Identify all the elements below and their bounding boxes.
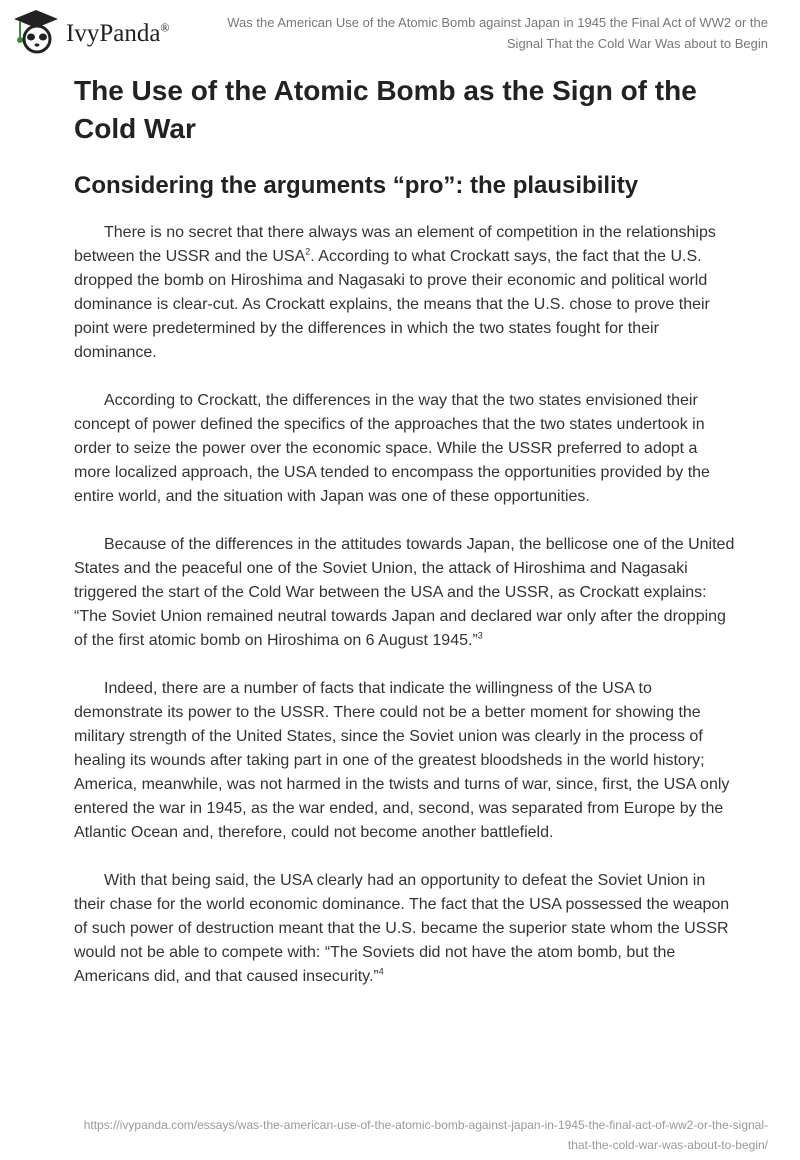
page-header xyxy=(0,0,800,60)
paragraph xyxy=(74,533,738,653)
document-title: Was the American Use of the Atomic Bomb against Japan in 1945 the Final Act of WW2 or the Signal That the Cold War Was about to Begin xyxy=(227,15,768,51)
ivypanda-logo[interactable] xyxy=(12,8,170,54)
source-url[interactable]: https://ivypanda.com/essays/was-the-american-use-of-the-atomic-bomb-against-japan-in-1945-the-final-act-of-ww2-or-the-signal-that-the-cold-war-was-about-to-begin/ xyxy=(83,1118,768,1152)
panda-graduate-icon xyxy=(12,8,60,54)
article-content xyxy=(74,72,738,1013)
article-body xyxy=(74,221,738,989)
paragraph-text: . According to what Crockatt says, the fact that the U.S. dropped the bomb on Hiroshima and Nagasaki to prove their economic and political world dominance is clear-cut. As Crockatt explains, the means that the U.S. chose to prove their point were predetermined by the differences in which the two states fought for their dominance. xyxy=(74,248,710,361)
paragraph-text: There is no secret that there always was an element of competition in the relationships between the USSR and the USA xyxy=(74,224,716,265)
paragraph xyxy=(74,869,738,989)
footnote-reference[interactable]: 2 xyxy=(305,246,311,257)
paragraph xyxy=(74,221,738,365)
paragraph-text: Indeed, there are a number of facts that indicate the willingness of the USA to demonstrate its power to the USSR. There could not be a better moment for showing the military strength of the United States, since the Soviet union was clearly in the process of healing its wounds after taking part in one of the greatest bloodsheds in the world history; America, meanwhile, was not harmed in the twists and turns of war, since, first, the USA only entered the war in 1945, as the war ended, and, second, was separated from Europe by the Atlantic Ocean and, therefore, could not become another battlefield. xyxy=(74,680,730,841)
paragraph-text: According to Crockatt, the differences in the way that the two states envisioned their concept of power defined the specifics of the approaches that the two states undertook in order to seize the power over the economic space. While the USSR preferred to adopt a more localized approach, the USA tended to encompass the opportunities provided by the entire world, and the situation with Japan was one of these opportunities. xyxy=(74,392,710,505)
section-heading: Considering the arguments “pro”: the plausibility xyxy=(74,172,639,199)
paragraph-text: With that being said, the USA clearly had an opportunity to defeat the Soviet Union in their chase for the world economic dominance. The fact that the USA possessed the weapon of such power of destruction meant that the U.S. became the superior state whom the USSR would not be able to compete with: “The Soviets did not have the atom bomb, but the Americans did, and that caused insecurity.” xyxy=(74,872,730,985)
paragraph xyxy=(74,677,738,845)
logo-text: IvyPanda® xyxy=(66,20,170,47)
footnote-reference[interactable]: 3 xyxy=(477,630,483,641)
footnote-reference[interactable]: 4 xyxy=(378,966,384,977)
paragraph xyxy=(74,389,738,509)
paragraph-text: Because of the differences in the attitudes towards Japan, the bellicose one of the United States and the peaceful one of the Soviet Union, the attack of Hiroshima and Nagasaki triggered the start of the Cold War between the USA and the USSR, as Crockatt explains: “The Soviet Union remained neutral towards Japan and declared war only after the dropping of the first atomic bomb on Hiroshima on 6 August 1945.” xyxy=(74,536,735,649)
page-title: The Use of the Atomic Bomb as the Sign of the Cold War xyxy=(74,75,697,144)
